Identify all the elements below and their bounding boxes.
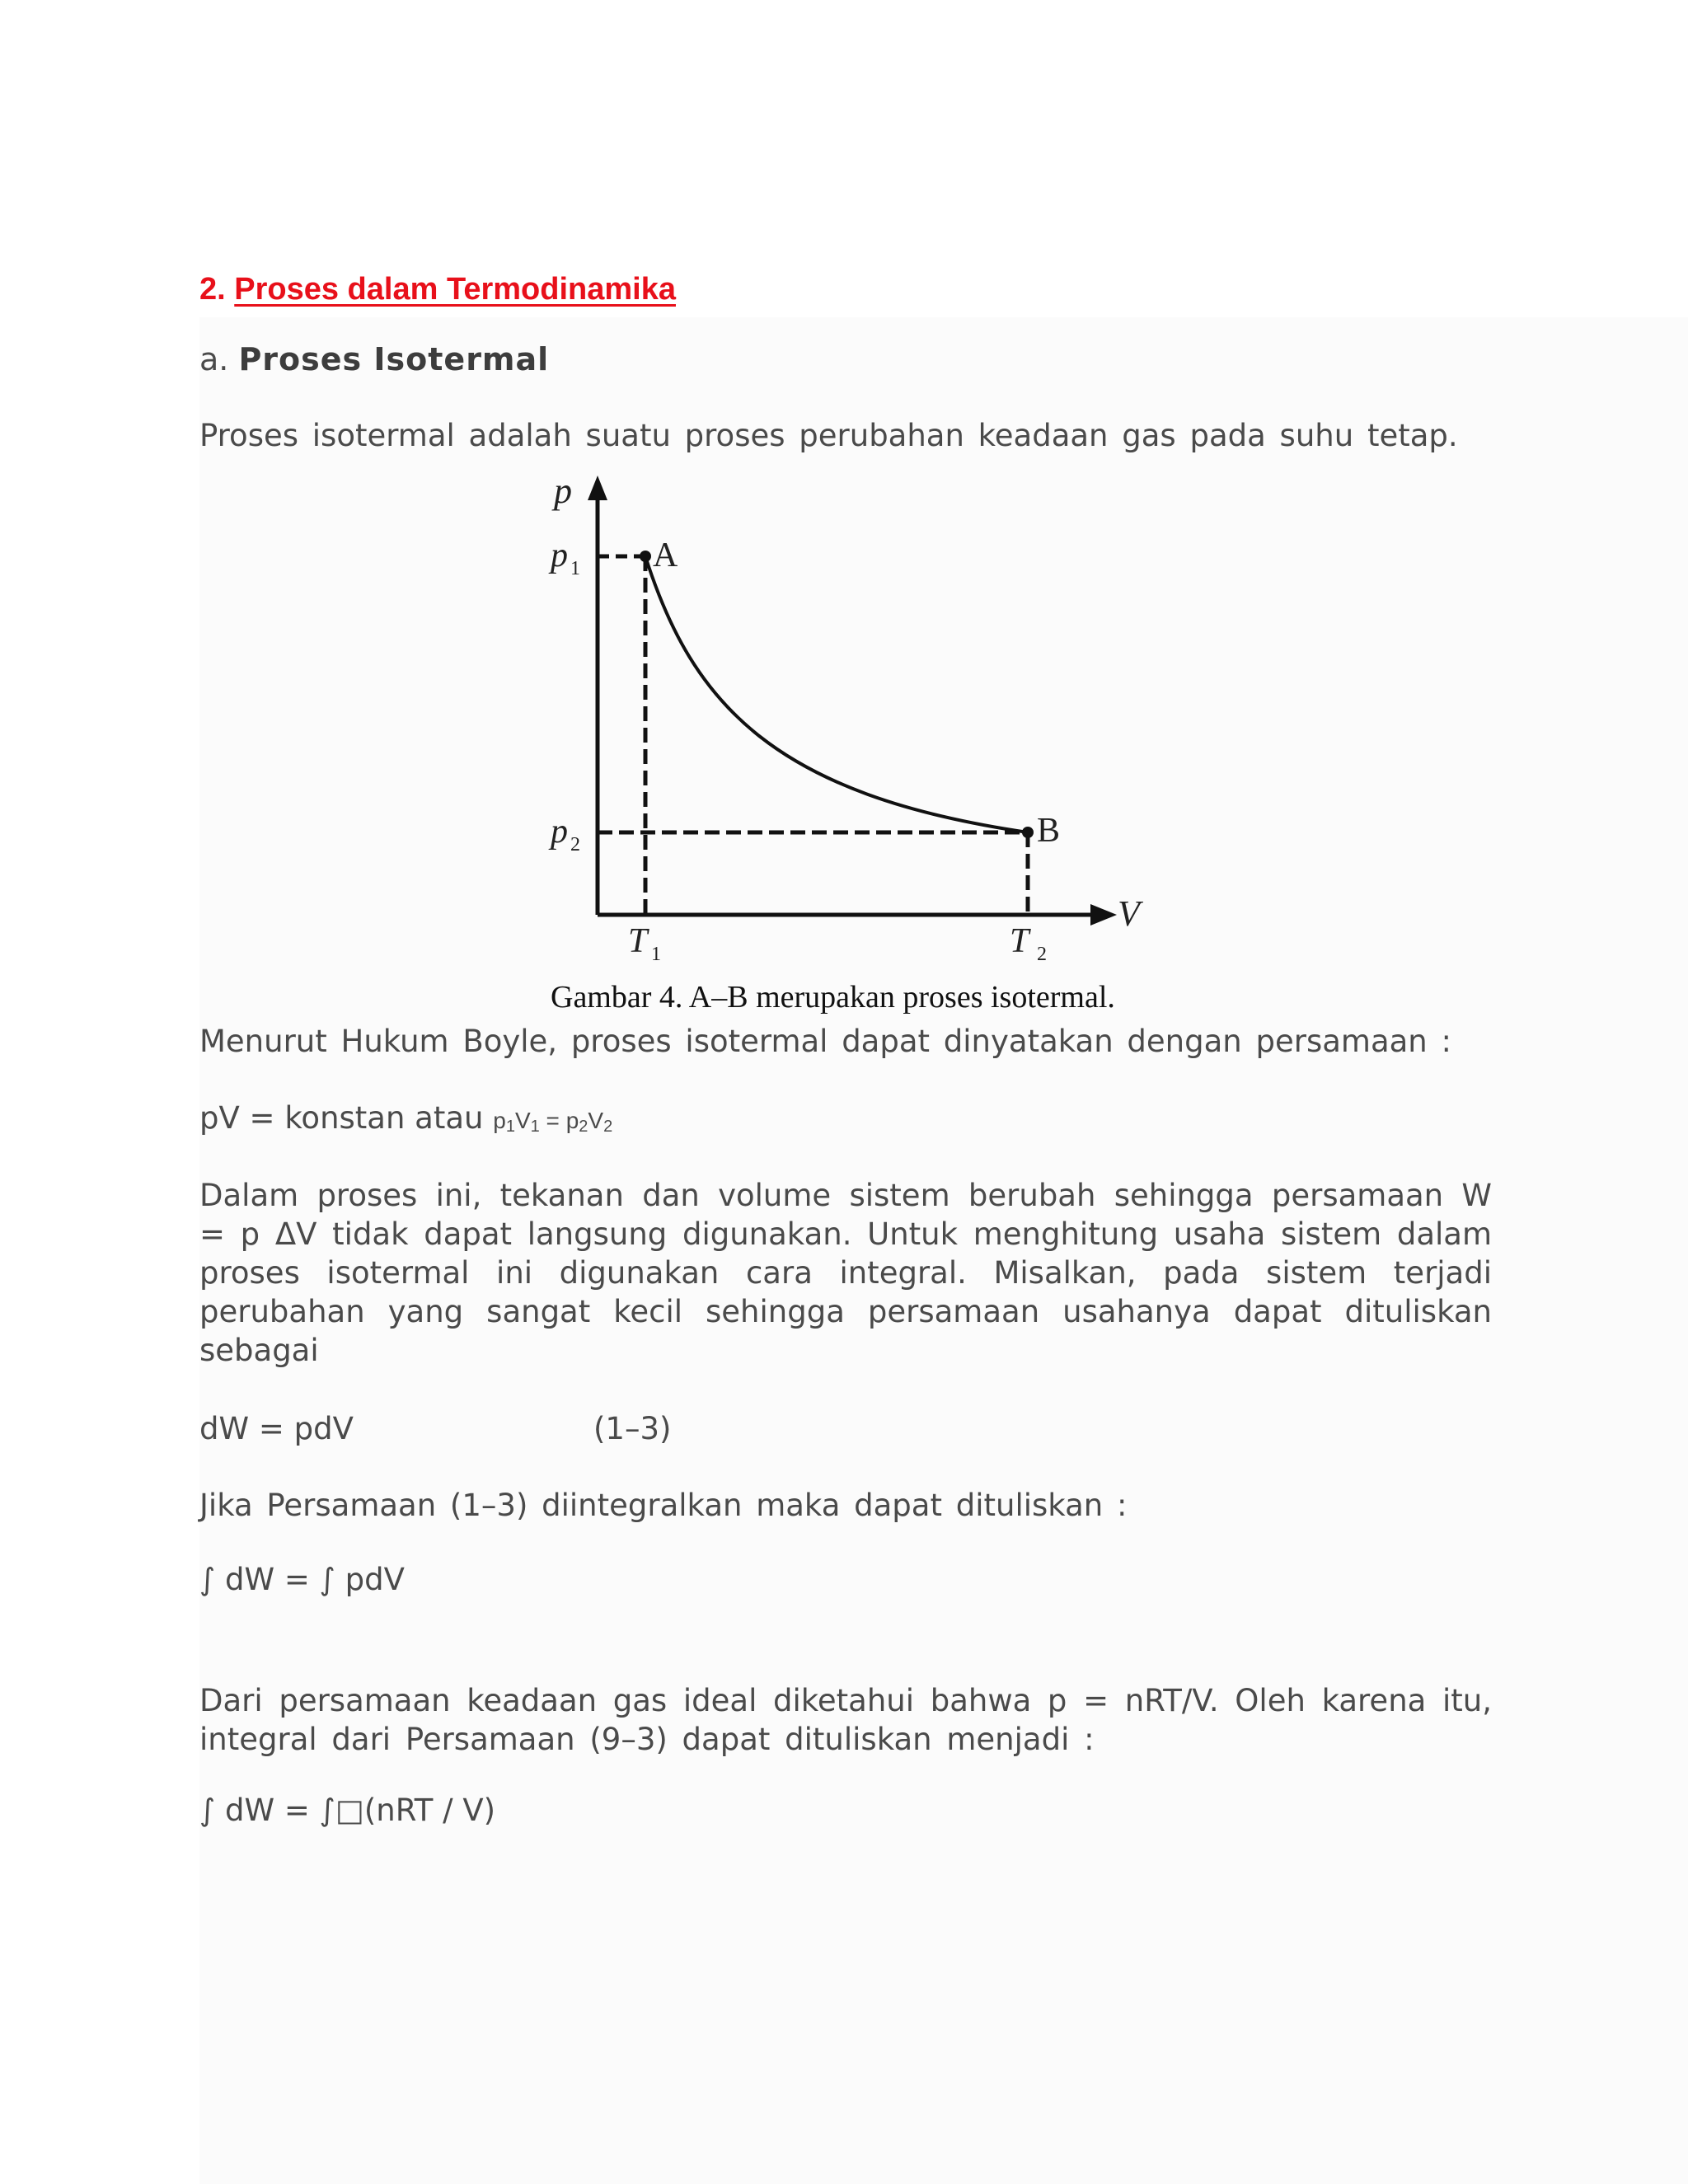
integrate-intro-text: Jika Persamaan (1–3) diintegralkan maka dapat dituliskan :: [199, 1488, 1128, 1523]
section-title-link[interactable]: Proses dalam Termodinamika: [234, 272, 676, 307]
boyle-equation: [199, 1099, 1492, 1146]
t2-label: T: [1010, 922, 1029, 960]
p1-subscript: 1: [505, 1118, 515, 1136]
paragraph-integral-method: Dalam proses ini, tekanan dan volume sistem berubah sehingga persamaan W = p ΔV tidak dapat langsung digunakan. Untuk menghitung usaha sistem dalam proses isotermal ini digunakan cara integral. Misalkan, pada sistem terjadi perubahan yang sangat kecil sehingga persamaan usahanya dapat dituliskan sebagai: [199, 1178, 1492, 1368]
p2-label: p: [551, 813, 568, 851]
equals-sign: =: [539, 1108, 566, 1133]
integral-equation-nrt: ∫ dW = ∫□(nRT / V): [199, 1793, 496, 1828]
isothermal-pv-diagram: [528, 466, 1170, 977]
t2-label-sub: 2: [1037, 944, 1047, 965]
p2-subscript: 2: [579, 1118, 588, 1136]
p-axis-label: p: [554, 471, 572, 511]
boyle-equation-rhs: [493, 1108, 613, 1136]
t1-label-sub: 1: [651, 944, 661, 965]
boyle-intro-text: Menurut Hukum Boyle, proses isotermal dapat dinyatakan dengan persamaan :: [199, 1024, 1451, 1059]
point-b-label: B: [1037, 812, 1061, 850]
equation-1-3-body: dW = pdV: [199, 1411, 354, 1446]
p1-label: p: [551, 537, 568, 574]
v1-symbol: V: [514, 1108, 531, 1133]
point-b-marker: [1022, 827, 1034, 838]
boyle-equation-main: pV = konstan atau: [199, 1100, 494, 1136]
figure-caption: Gambar 4. A–B merupakan proses isotermal.: [551, 980, 1115, 1015]
p1-symbol: p: [493, 1108, 506, 1133]
v-axis-arrow: [1090, 904, 1117, 926]
equation-1-3: [199, 1409, 1492, 1448]
t1-label: T: [628, 922, 648, 960]
v2-symbol: V: [588, 1108, 604, 1133]
point-a-marker: [640, 551, 651, 562]
paragraph-ideal-gas: Dari persamaan keadaan gas ideal diketahui bahwa p = nRT/V. Oleh karena itu, integral dari Persamaan (9–3) dapat dituliskan menjadi :: [199, 1683, 1492, 1757]
point-a-label: A: [653, 537, 678, 574]
integral-equation: ∫ dW = ∫ pdV: [199, 1562, 405, 1597]
v-axis-label: V: [1118, 893, 1140, 934]
section-number: 2.: [199, 272, 235, 307]
definition-text: Proses isotermal adalah suatu proses perubahan keadaan gas pada suhu tetap.: [199, 418, 1458, 453]
p-axis-arrow: [588, 476, 607, 500]
p2-label-sub: 2: [570, 834, 580, 855]
subsection-prefix: a.: [199, 341, 239, 377]
section-heading: [199, 270, 1492, 309]
p1-label-sub: 1: [570, 558, 580, 579]
subsection-heading: [199, 340, 1492, 379]
isotherm-curve: [645, 556, 1028, 832]
subsection-title: Proses Isotermal: [238, 341, 550, 377]
v2-subscript: 2: [603, 1118, 613, 1136]
equation-1-3-number: (1–3): [593, 1411, 672, 1446]
p2-symbol: p: [565, 1108, 579, 1133]
v1-subscript: 1: [530, 1118, 540, 1136]
